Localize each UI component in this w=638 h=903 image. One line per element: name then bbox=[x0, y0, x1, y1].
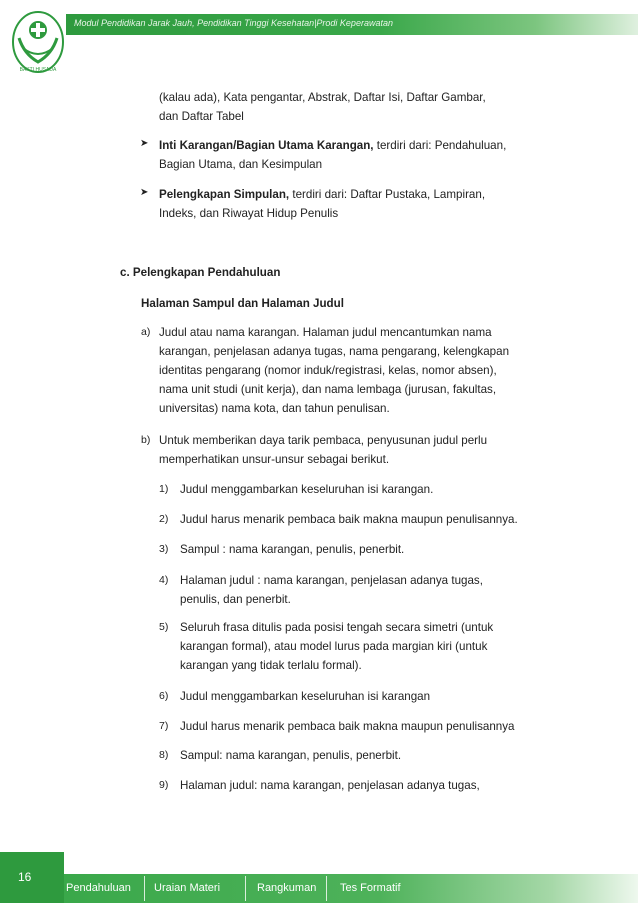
paragraph-line: (kalau ada), Kata pengantar, Abstrak, Daftar Isi, Daftar Gambar, bbox=[159, 91, 486, 104]
section-heading: c. Pelengkapan Pendahuluan bbox=[120, 266, 281, 279]
list-item: Sampul : nama karangan, penulis, penerbit. bbox=[180, 543, 405, 556]
list-item: Seluruh frasa ditulis pada posisi tengah secara simetri (untuk bbox=[180, 621, 494, 634]
list-item-number: 1) bbox=[159, 483, 169, 495]
tab-uraian-materi[interactable]: Uraian Materi bbox=[154, 882, 221, 894]
bakti-husada-logo-icon bbox=[10, 8, 66, 76]
list-item-number: 9) bbox=[159, 779, 169, 791]
header-bar bbox=[66, 14, 638, 35]
bullet-line bbox=[159, 185, 533, 204]
subheading: Halaman Sampul dan Halaman Judul bbox=[141, 297, 344, 310]
tab-tes-formatif[interactable]: Tes Formatif bbox=[340, 882, 401, 894]
bullet-bold-term: Pelengkapan Simpulan, bbox=[159, 188, 290, 201]
list-item-number: 2) bbox=[159, 513, 169, 525]
tab-rangkuman[interactable]: Rangkuman bbox=[257, 882, 317, 894]
list-item-line: universitas) nama kota, dan tahun penulisan. bbox=[159, 402, 390, 415]
list-marker: b) bbox=[141, 434, 151, 446]
page-number: 16 bbox=[18, 870, 32, 884]
tab-pendahuluan[interactable]: Pendahuluan bbox=[66, 882, 131, 894]
bullet-text: terdiri dari: Pendahuluan, bbox=[373, 139, 507, 152]
list-item: Judul harus menarik pembaca baik makna maupun penulisannya. bbox=[180, 513, 518, 526]
list-item-number: 7) bbox=[159, 720, 169, 732]
list-item-number: 3) bbox=[159, 543, 169, 555]
list-item: Halaman judul : nama karangan, penjelasan adanya tugas, bbox=[180, 574, 483, 587]
list-item-line: Judul atau nama karangan. Halaman judul mencantumkan nama bbox=[159, 326, 492, 339]
arrow-bullet-icon: ➤ bbox=[140, 138, 149, 149]
list-item-number: 8) bbox=[159, 749, 169, 761]
list-item: karangan yang tidak terlalu formal). bbox=[180, 659, 362, 672]
bullet-text: terdiri dari: Daftar Pustaka, Lampiran, bbox=[289, 188, 486, 201]
list-item: Sampul: nama karangan, penulis, penerbit. bbox=[180, 749, 402, 762]
arrow-bullet-icon: ➤ bbox=[140, 187, 149, 198]
list-item-line: identitas pengarang (nomor induk/registrasi, kelas, nomor absen), bbox=[159, 364, 497, 377]
bullet-line: Indeks, dan Riwayat Hidup Penulis bbox=[159, 207, 339, 220]
svg-text:BAKTI HUSADA: BAKTI HUSADA bbox=[19, 67, 57, 73]
list-item-line: memperhatikan unsur-unsur sebagai berikut. bbox=[159, 453, 390, 466]
list-marker: a) bbox=[141, 326, 151, 338]
paragraph-line: dan Daftar Tabel bbox=[159, 110, 244, 123]
list-item: karangan formal), atau model lurus pada margian kiri (untuk bbox=[180, 640, 488, 653]
list-item-line: Untuk memberikan daya tarik pembaca, penyusunan judul perlu bbox=[159, 434, 488, 447]
list-item: Halaman judul: nama karangan, penjelasan adanya tugas, bbox=[180, 779, 480, 792]
list-item: Judul harus menarik pembaca baik makna maupun penulisannya bbox=[180, 720, 515, 733]
tab-divider bbox=[144, 876, 145, 901]
list-item-number: 6) bbox=[159, 690, 169, 702]
list-item: Judul menggambarkan keseluruhan isi karangan bbox=[180, 690, 431, 703]
page-number-box bbox=[0, 852, 64, 903]
list-item-number: 4) bbox=[159, 574, 169, 586]
tab-divider bbox=[245, 876, 246, 901]
bullet-line bbox=[159, 136, 533, 155]
tab-divider bbox=[326, 876, 327, 901]
list-item-line: nama unit studi (unit kerja), dan nama lembaga (jurusan, fakultas, bbox=[159, 383, 497, 396]
list-item-number: 5) bbox=[159, 621, 169, 633]
list-item: penulis, dan penerbit. bbox=[180, 593, 291, 606]
list-item-line: karangan, penjelasan adanya tugas, nama pengarang, kelengkapan bbox=[159, 345, 510, 358]
header-title: Modul Pendidikan Jarak Jauh, Pendidikan Tinggi Kesehatan|Prodi Keperawatan bbox=[74, 18, 393, 28]
list-item: Judul menggambarkan keseluruhan isi karangan. bbox=[180, 483, 434, 496]
bullet-line: Bagian Utama, dan Kesimpulan bbox=[159, 158, 323, 171]
bullet-bold-term: Inti Karangan/Bagian Utama Karangan, bbox=[159, 139, 374, 152]
